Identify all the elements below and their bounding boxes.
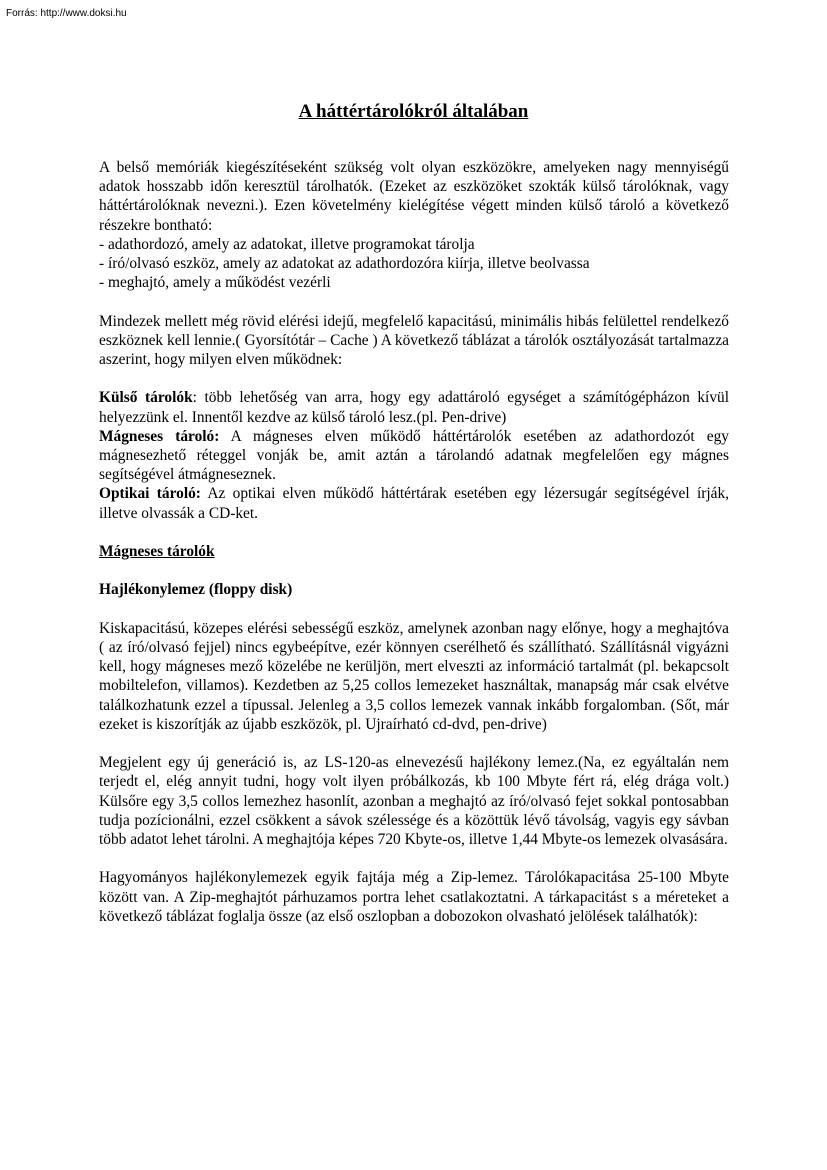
definition-text: több lehetőség van arra, hogy egy adattároló egységet a számítógépházon kívül helyezzünk el. Innentől kezdve az külső tároló lesz.(pl. Pen-drive)	[99, 389, 730, 426]
source-note: Forrás: http://www.doksi.hu	[6, 8, 127, 19]
requirements-paragraph: Mindezek mellett még rövid elérési idejű, megfelelő kapacitású, minimális hibás felülettel rendelkező eszköznek kell lennie.( Gyorsítótár – Cache ) A következő táblázat a tárolók osztályozását tartalmazza aszerint, hogy milyen elven működnek:	[99, 312, 729, 369]
definition-term: Külső tárolók	[99, 389, 193, 407]
definition-text: A mágneses elven működő háttértárolók esetében az adathordozót egy mágnesezhető réteggel vonják be, amit aztán a tárolandó adatnak megfelelően egy mágnes segítségével átmágneseznek.	[99, 427, 729, 484]
ls120-paragraph: Megjelent egy új generáció is, az LS-120-as elnevezésű hajlékony lemez.(Na, ez egyáltalán nem terjedt el, elég annyit tudni, hogy volt ilyen próbálkozás, kb 100 Mbyte fért rá, elég drága volt.) Külsőre egy 3,5 collos lemezhez hasonlít, azonban a meghajtó az író/olvasó fejet sokkal pontosabban tudja pozícionálni, ezzel csökkent a sávok szélessége és a közöttük lévő távolság, vagyis egy sávban több adatot lehet tárolni. A meghajtója képes 720 Kbyte-os, illetve 1,44 Mbyte-os lemezek olvasására.	[99, 754, 729, 849]
definition-optical	[99, 484, 729, 522]
definition-text: Az optikai elven működő háttértárak esetében egy lézersugár segítségével írják, illetve olvassák a CD-ket.	[99, 485, 730, 522]
part-item: - író/olvasó eszköz, amely az adatokat az adathordozóra kiírja, illetve beolvassa	[99, 255, 590, 273]
subsection-heading: Hajlékonylemez (floppy disk)	[99, 581, 293, 599]
floppy-paragraph: Kiskapacitású, közepes elérési sebességű eszköz, amelynek azonban nagy előnye, hogy a meghajtóva ( az író/olvasó fejjel) nincs egybeépítve, ezér könnyen cserélhető és szállítható. Szállításnál vigyázni kell, hogy mágneses mező közelébe ne kerüljön, mert elveszti az információ tartalmát (pl. bekapcsolt mobiltelefon, villamos). Kezdetben az 5,25 collos lemezeket használtak, manapság már csak elvétve találkozhatunk ezzel a típussal. Jelenleg a 3,5 collos lemezek vannak inkább forgalomban. (Sőt, már ezeket is kiszorítják az újabb eszközök, pl. Ujraírható cd-dvd, pen-drive)	[99, 619, 729, 733]
zip-paragraph: Hagyományos hajlékonylemezek egyik fajtája még a Zip-lemez. Tárolókapacitása 25-100 Mbyte között van. A Zip-meghajtót párhuzamos portra lehet csatlakoztatni. A tárkapacitást s a méreteket a következő táblázat foglalja össze (az első oszlopban a dobozokon olvasható jelölések találhatók):	[99, 869, 729, 925]
page-title: A háttértárolókról általában	[298, 101, 529, 122]
intro-paragraph: A belső memóriák kiegészítéseként szükség volt olyan eszközökre, amelyeken nagy mennyiségű adatok hosszabb időn keresztül tárolhatók. (Ezeket az eszközöket szokták külső tárolóknak, vagy háttértárolóknak nevezni.). Ezen követelmény kielégítése végett minden külső tároló a következő részekre bontható:	[99, 159, 729, 234]
part-item: - adathordozó, amely az adatokat, illetve programokat tárolja	[99, 235, 475, 253]
part-item: - meghajtó, amely a működést vezérli	[99, 274, 331, 292]
document-body	[99, 158, 729, 926]
definition-external: Külső tárolók: több lehetőség van arra, hogy egy adattároló egységet a számítógépházon kívül helyezzünk el. Innentől kezdve az külső tároló lesz.(pl. Pen-drive)	[99, 389, 730, 426]
definition-term: Optikai tároló:	[99, 485, 201, 503]
section-heading: Mágneses tárolók	[99, 543, 215, 561]
definition-magnetic	[99, 427, 729, 485]
definition-term: Mágneses tároló:	[99, 427, 220, 445]
